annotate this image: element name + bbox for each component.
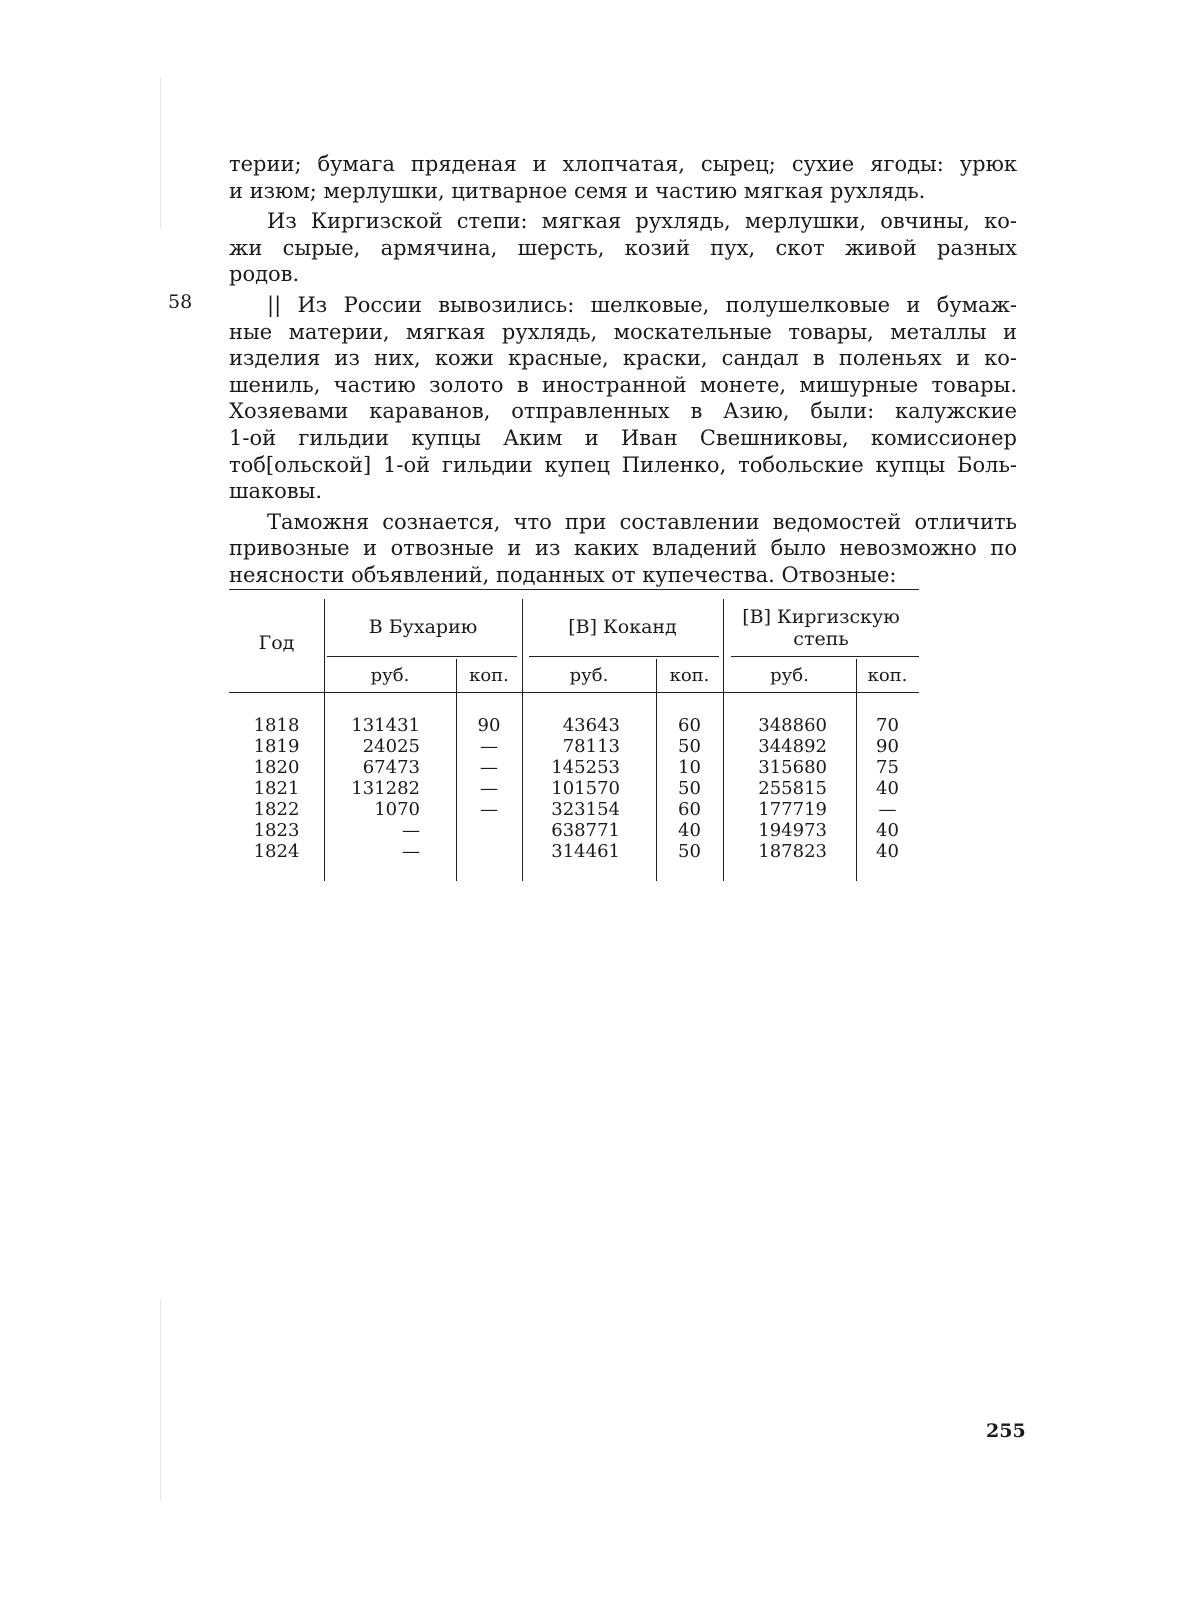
cell-kirghiz-rub: 177719 <box>758 799 827 820</box>
subheader-kop: коп. <box>669 665 710 686</box>
text-line: изделия из них, кожи красные, краски, сандал в поленьях и ко- <box>229 346 1017 371</box>
cell-kirghiz-kop: 70 <box>876 715 899 736</box>
subheader-rub: руб. <box>370 665 410 686</box>
cell-kirghiz-kop: — <box>878 799 897 820</box>
cell-kokand-rub: 638771 <box>551 820 620 841</box>
cell-kirghiz-rub: 348860 <box>758 715 827 736</box>
table-row <box>229 841 919 862</box>
cell-kokand-rub: 145253 <box>551 757 620 778</box>
column-header-year: Год <box>258 632 295 654</box>
text-line: и изюм; мерлушки, цитварное семя и частию мягкая рухлядь. <box>229 178 926 203</box>
subheader-rub: руб. <box>569 665 609 686</box>
scan-edge-mark <box>160 78 161 228</box>
column-header-kirghiz-line: [В] Киргизскую <box>742 606 900 628</box>
cell-bukhara-rub: — <box>402 841 420 862</box>
cell-year: 1819 <box>253 736 300 757</box>
cell-year: 1824 <box>253 841 300 862</box>
cell-bukhara-rub: 131282 <box>351 778 420 799</box>
cell-kirghiz-kop: 90 <box>876 736 899 757</box>
cell-kirghiz-rub: 255815 <box>758 778 827 799</box>
text-line: шаковы. <box>229 479 323 504</box>
table-row <box>229 715 919 736</box>
cell-year: 1820 <box>253 757 300 778</box>
cell-bukhara-kop: — <box>480 778 498 799</box>
text-line: шениль, частию золото в иностранной монете, мишурные товары. <box>229 372 1017 397</box>
margin-page-reference: 58 <box>168 291 193 313</box>
table-subheader-rule <box>731 656 919 657</box>
text-line: тоб[ольской] 1-ой гильдии купец Пиленко, тобольские купцы Боль- <box>229 452 1017 477</box>
cell-bukhara-kop: — <box>480 799 498 820</box>
text-line: Таможня сознается, что при составлении ведомостей отличить <box>267 509 1017 534</box>
cell-bukhara-kop: — <box>480 757 498 778</box>
cell-kokand-kop: 10 <box>678 757 701 778</box>
cell-kirghiz-kop: 40 <box>876 841 899 862</box>
paragraph-2 <box>229 208 1017 288</box>
text-line: Хозяевами караванов, отправленных в Азию, были: калужские <box>229 399 1017 424</box>
column-header-kirghiz <box>723 606 919 650</box>
table-top-rule <box>229 589 919 590</box>
cell-kokand-rub: 101570 <box>551 778 620 799</box>
cell-kirghiz-rub: 315680 <box>758 757 827 778</box>
cell-kokand-kop: 60 <box>678 799 701 820</box>
text-line: жи сырые, армячина, шерсть, козий пух, скот живой разных <box>229 235 1017 260</box>
cell-kokand-rub: 314461 <box>551 841 620 862</box>
subheader-rub: руб. <box>770 665 809 686</box>
text-line: родов. <box>229 262 300 287</box>
table-row <box>229 757 919 778</box>
cell-kokand-rub: 323154 <box>551 799 620 820</box>
page-number: 255 <box>986 1420 1026 1442</box>
paragraph-1 <box>229 151 1017 204</box>
cell-year: 1821 <box>253 778 300 799</box>
table-row <box>229 799 919 820</box>
column-header-kirghiz-line: степь <box>793 628 849 650</box>
cell-kokand-kop: 60 <box>678 715 701 736</box>
text-line: Из Киргизской степи: мягкая рухлядь, мерлушки, овчины, ко- <box>267 209 1017 234</box>
cell-kirghiz-kop: 40 <box>876 820 899 841</box>
cell-kokand-kop: 50 <box>678 778 701 799</box>
table-subheader-rule <box>529 656 719 657</box>
text-line: 1-ой гильдии купцы Аким и Иван Свешниковы, комиссионер <box>229 425 1017 450</box>
scan-edge-mark <box>160 1300 161 1500</box>
cell-kokand-rub: 78113 <box>562 736 620 757</box>
cell-bukhara-rub: 1070 <box>374 799 420 820</box>
text-line: привозные и отвозные и из каких владений было невозможно по <box>229 536 1017 561</box>
text-line: неясности объявлений, поданных от купечества. Отвозные: <box>229 562 897 587</box>
body-text <box>229 151 1017 589</box>
cell-bukhara-rub: 24025 <box>362 736 420 757</box>
cell-kirghiz-rub: 187823 <box>758 841 827 862</box>
cell-kokand-rub: 43643 <box>562 715 620 736</box>
cell-year: 1818 <box>253 715 300 736</box>
cell-kirghiz-kop: 40 <box>876 778 899 799</box>
cell-kokand-kop: 50 <box>678 736 701 757</box>
table-subheader-rule <box>327 656 517 657</box>
text-line: терии; бумага пряденая и хлопчатая, сырец; сухие ягоды: урюк <box>229 152 1017 176</box>
text-line: || Из России вывозились: шелковые, полушелковые и бумаж- <box>267 292 1017 317</box>
cell-kokand-kop: 40 <box>678 820 701 841</box>
cell-bukhara-kop: — <box>480 736 498 757</box>
paragraph-4 <box>229 509 1017 589</box>
cell-kirghiz-kop: 75 <box>876 757 899 778</box>
cell-year: 1823 <box>253 820 300 841</box>
cell-bukhara-kop: 90 <box>477 715 501 736</box>
paragraph-3 <box>229 292 1017 505</box>
column-header-kokand: [В] Коканд <box>568 616 677 638</box>
subheader-kop: коп. <box>867 665 908 686</box>
text-line: ные материи, мягкая рухлядь, москательные товары, металлы и <box>229 319 1017 344</box>
cell-bukhara-rub: 67473 <box>362 757 420 778</box>
cell-kokand-kop: 50 <box>678 841 701 862</box>
cell-kirghiz-rub: 344892 <box>758 736 827 757</box>
table-row <box>229 820 919 841</box>
table-row <box>229 778 919 799</box>
cell-kirghiz-rub: 194973 <box>758 820 827 841</box>
cell-bukhara-rub: — <box>402 820 420 841</box>
table-row <box>229 736 919 757</box>
subheader-kop: коп. <box>469 665 509 686</box>
cell-year: 1822 <box>253 799 300 820</box>
table-header-rule <box>229 692 919 693</box>
column-header-bukhara: В Бухарию <box>368 616 478 638</box>
cell-bukhara-rub: 131431 <box>351 715 420 736</box>
